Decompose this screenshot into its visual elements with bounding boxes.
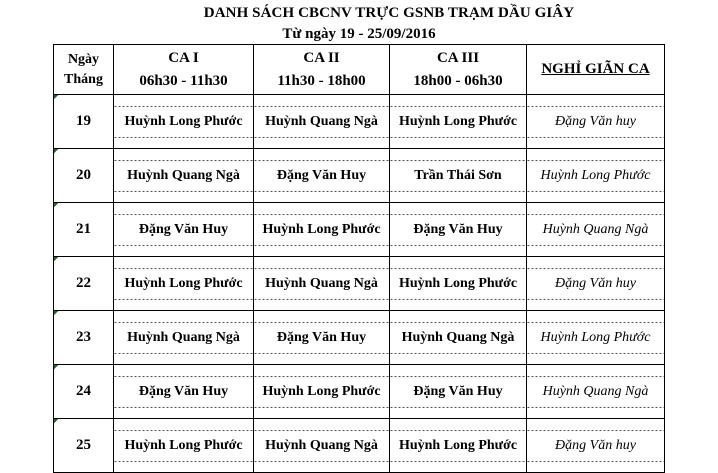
staff-name: Đặng Văn huy [555,437,636,453]
shift-1-cell[interactable] [114,203,254,257]
shift-1-cell[interactable] [114,257,254,311]
shift-3-cell[interactable] [390,257,527,311]
duty-schedule-table [53,44,665,473]
day-cell[interactable]: 22 [54,257,114,311]
subtitle-text: Từ ngày 19 - 25/09/2016 [282,26,436,42]
table-row [54,419,665,473]
off-cell[interactable] [527,311,665,365]
day-cell[interactable]: 25 [54,419,114,473]
table-row [54,365,665,419]
staff-name: Đặng Văn huy [555,113,636,129]
shift-1-time: 06h30 - 11h30 [139,72,228,89]
day-cell[interactable]: 24 [54,365,114,419]
shift-3-cell[interactable] [390,95,527,149]
off-cell[interactable] [527,95,665,149]
shift-3-cell[interactable] [390,419,527,473]
shift-3-cell[interactable] [390,149,527,203]
staff-name: Đặng Văn Huy [413,383,503,399]
shift-1-name: CA I [168,49,199,66]
shift-2-cell[interactable] [254,419,390,473]
staff-name: Huỳnh Quang Ngà [265,113,378,129]
staff-name: Đặng Văn Huy [276,167,367,183]
off-cell[interactable] [527,203,665,257]
shift-2-cell[interactable] [254,95,390,149]
header-month-label: Tháng [64,71,103,87]
shift-2-cell[interactable] [254,257,390,311]
staff-name: Đặng Văn Huy [276,329,367,345]
shift-2-cell[interactable] [254,203,390,257]
shift-3-cell[interactable] [390,365,527,419]
staff-name: Huỳnh Quang Ngà [401,329,515,345]
staff-name: Đặng Văn huy [555,275,636,291]
shift-1-cell[interactable] [114,311,254,365]
table-row [54,149,665,203]
header-off-cell[interactable] [527,45,665,95]
header-shift-3-cell[interactable] [390,45,527,95]
staff-name: Huỳnh Long Phước [124,113,243,129]
staff-name: Huỳnh Long Phước [540,329,651,345]
staff-name: Huỳnh Long Phước [262,383,381,399]
day-cell[interactable]: 21 [54,203,114,257]
day-cell[interactable]: 23 [54,311,114,365]
table-row [54,95,665,149]
header-day-label: Ngày [67,51,100,67]
off-label: NGHỈ GIÃN CA [541,61,650,77]
staff-name: Huỳnh Quang Ngà [265,275,378,291]
staff-name: Đặng Văn Huy [138,383,229,399]
shift-1-cell[interactable] [114,365,254,419]
shift-1-cell[interactable] [114,419,254,473]
shift-3-cell[interactable] [390,311,527,365]
staff-name: Huỳnh Long Phước [124,437,243,453]
shift-2-cell[interactable] [254,365,390,419]
staff-name: Huỳnh Quang Ngà [542,221,649,237]
shift-3-name: CA III [436,49,480,66]
shift-3-time: 18h00 - 06h30 [413,72,503,89]
day-cell[interactable]: 19 [54,95,114,149]
shift-2-name: CA II [303,49,340,66]
staff-name: Huỳnh Long Phước [262,221,381,237]
shift-1-cell[interactable] [114,149,254,203]
day-cell[interactable]: 20 [54,149,114,203]
shift-2-time: 11h30 - 18h00 [277,72,366,89]
table-header-row [54,45,665,95]
shift-3-cell[interactable] [390,203,527,257]
shift-2-cell[interactable] [254,149,390,203]
table-row [54,203,665,257]
staff-name: Huỳnh Long Phước [398,113,518,129]
off-cell[interactable] [527,419,665,473]
off-cell[interactable] [527,149,665,203]
table-row [54,257,665,311]
staff-name: Trần Thái Sơn [414,167,502,183]
header-shift-1-cell[interactable] [114,45,254,95]
header-shift-2-cell[interactable] [254,45,390,95]
staff-name: Huỳnh Quang Ngà [265,437,378,453]
off-cell[interactable] [527,257,665,311]
title-text: DANH SÁCH CBCNV TRỰC GSNB TRẠM DẦU GIÂY [203,5,575,21]
staff-name: Huỳnh Long Phước [398,437,518,453]
off-cell[interactable] [527,365,665,419]
header-day-cell[interactable] [54,45,114,95]
staff-name: Huỳnh Quang Ngà [127,167,240,183]
staff-name: Huỳnh Long Phước [124,275,243,291]
staff-name: Huỳnh Long Phước [398,275,518,291]
staff-name: Đặng Văn Huy [413,221,503,237]
table-row [54,311,665,365]
staff-name: Đặng Văn Huy [138,221,229,237]
document-title [0,5,718,22]
staff-name: Huỳnh Long Phước [540,167,651,183]
document-subtitle [0,26,718,43]
shift-2-cell[interactable] [254,311,390,365]
staff-name: Huỳnh Quang Ngà [542,383,649,399]
shift-1-cell[interactable] [114,95,254,149]
staff-name: Huỳnh Quang Ngà [127,329,240,345]
